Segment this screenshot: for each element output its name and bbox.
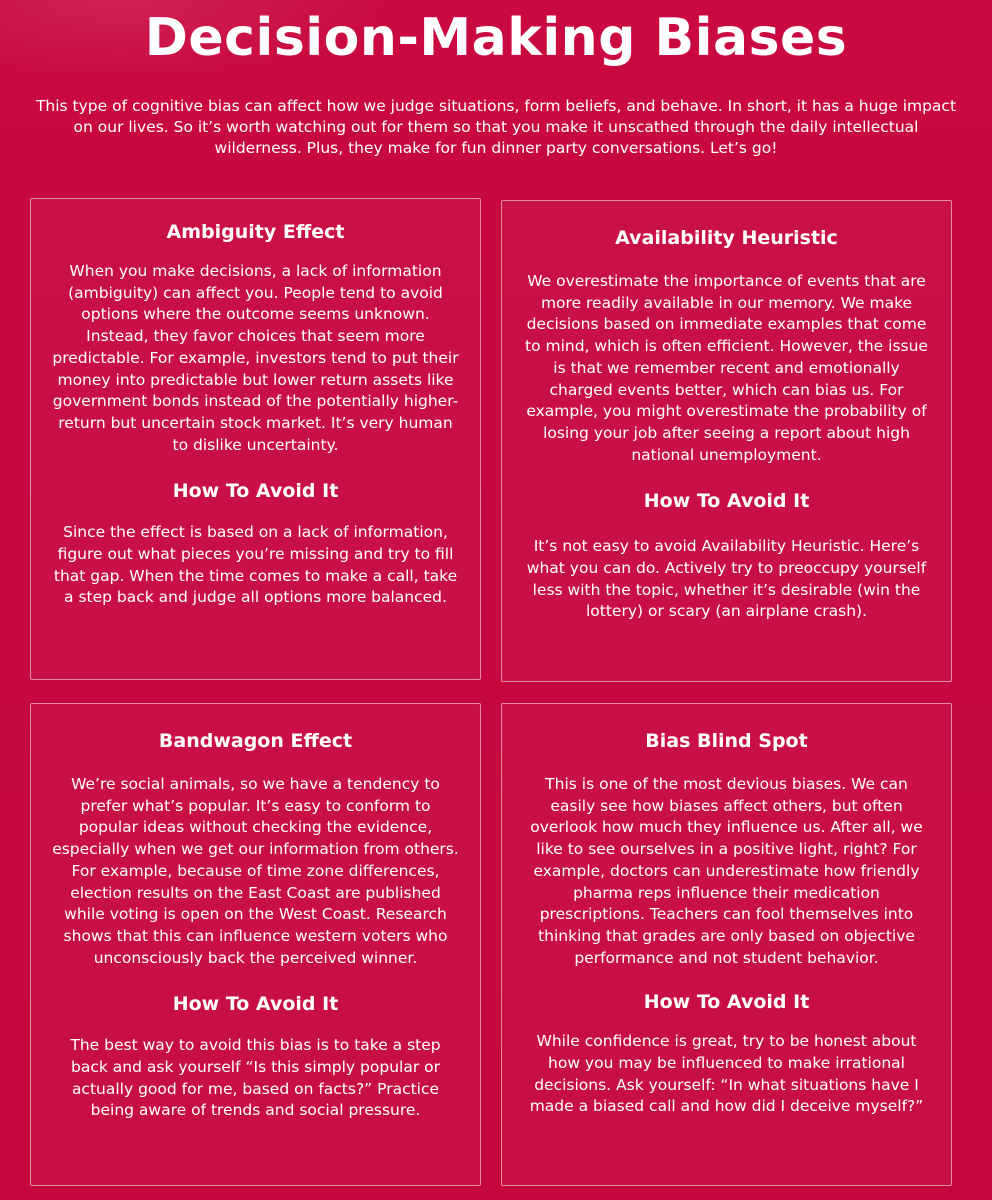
how-to-avoid-heading: How To Avoid It xyxy=(172,480,339,503)
how-to-avoid-heading: How To Avoid It xyxy=(172,993,339,1016)
card-description: This is one of the most devious biases. We can easily see how biases affect others, but often overlook how much they influence us. After all, we like to see ourselves in a positive light, right? For example, doctors can underestimate how friendly pharma reps influence their medication prescriptions. Teachers can fool themselves into thinking that grades are only based on objective performance and not student behavior. xyxy=(530,775,923,967)
how-to-avoid-text: The best way to avoid this bias is to take a step back and ask yourself “Is this simply popular or actually good for me, based on facts?” Practice being aware of trends and social pressure. xyxy=(70,1036,441,1120)
how-to-avoid-text: Since the effect is based on a lack of information, figure out what pieces you’re missing and try to fill that gap. When the time comes to make a call, take a step back and judge all options more balanced. xyxy=(53,523,458,607)
intro-paragraph: This type of cognitive bias can affect how we judge situations, form beliefs, and behave. In short, it has a huge impact on our lives. So it’s worth watching out for them so that you make it unscathed through the daily intellectual wilderness. Plus, they make for fun dinner party conversations. Let’s go! xyxy=(35,97,957,157)
card-description: We overestimate the importance of events that are more readily available in our memory. We make decisions based on immediate examples that come to mind, which is often efficient. However, the issue is that we remember recent and emotionally charged events better, which can bias us. For example, you might overestimate the probability of losing your job after seeing a report about high national unemployment. xyxy=(525,272,928,464)
card-bias-blind-spot xyxy=(501,703,952,1186)
card-title: Bias Blind Spot xyxy=(645,730,808,752)
page-title: Decision-Making Biases xyxy=(144,8,848,68)
card-title: Ambiguity Effect xyxy=(166,221,345,243)
card-title: Bandwagon Effect xyxy=(158,730,353,752)
how-to-avoid-heading: How To Avoid It xyxy=(643,490,810,513)
card-bandwagon-effect xyxy=(30,703,481,1186)
how-to-avoid-heading: How To Avoid It xyxy=(643,991,810,1014)
how-to-avoid-text: It’s not easy to avoid Availability Heuristic. Here’s what you can do. Actively try to preoccupy yourself less with the topic, whether it’s desirable (win the lottery) or scary (an airplane crash). xyxy=(526,537,927,621)
card-availability-heuristic xyxy=(501,200,952,682)
card-description: We’re social animals, so we have a tendency to prefer what’s popular. It’s easy to conform to popular ideas without checking the evidence, especially when we get our information from others. For example, because of time zone differences, election results on the East Coast are published while voting is open on the West Coast. Research shows that this can influence western voters who unconsciously back the perceived winner. xyxy=(52,775,459,967)
how-to-avoid-text: While confidence is great, try to be honest about how you may be influenced to make irrational decisions. Ask yourself: “In what situations have I made a biased call and how did I deceive myself?” xyxy=(529,1032,924,1116)
card-ambiguity-effect xyxy=(30,198,481,680)
card-title: Availability Heuristic xyxy=(615,227,838,249)
card-description: When you make decisions, a lack of information (ambiguity) can affect you. People tend to avoid options where the outcome seems unknown. Instead, they favor choices that seem more predictable. For example, investors tend to put their money into predictable but lower return assets like government bonds instead of the potentially higher-return but uncertain stock market. It’s very human to dislike uncertainty. xyxy=(52,262,459,454)
